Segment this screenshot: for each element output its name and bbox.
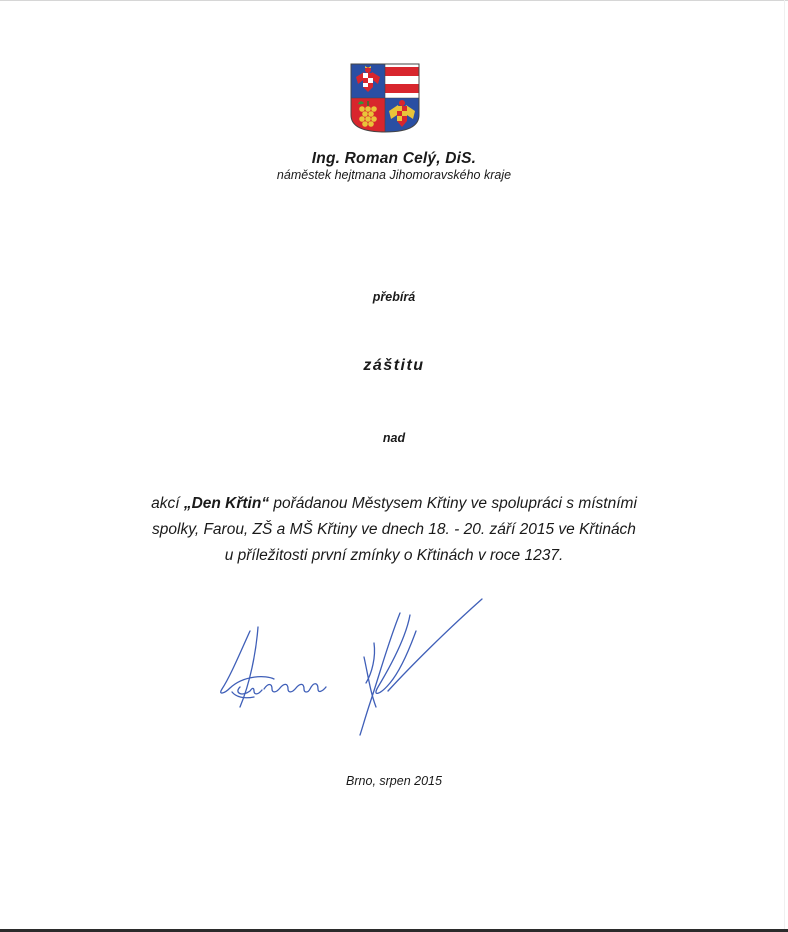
verb-text: přebírá xyxy=(372,290,416,304)
body-line-2: spolky, Farou, ZŠ a MŠ Křtiny ve dnech 18. - 20. září 2015 ve Křtinách xyxy=(152,521,636,538)
scan-edge-top xyxy=(0,0,788,1)
preposition-text: nad xyxy=(382,431,406,445)
place-date: Brno, srpen 2015 xyxy=(346,774,442,788)
document-title: záštitu xyxy=(363,357,425,374)
body-line1-suffix: pořádanou Městysem Křtiny ve spolupráci s místními xyxy=(269,495,637,512)
scan-edge-right xyxy=(784,0,785,932)
body-line1-prefix: akcí xyxy=(151,495,184,512)
signatory-name: Ing. Roman Celý, DiS. xyxy=(311,150,477,167)
body-line-1 xyxy=(0,491,788,517)
body-line-3: u příležitosti první zmínky o Křtinách v roce 1237. xyxy=(224,547,564,564)
signature-icon xyxy=(210,595,500,745)
coat-of-arms-icon xyxy=(350,63,420,133)
patronage-body xyxy=(0,491,788,569)
signatory-role: náměstek hejtmana Jihomoravského kraje xyxy=(276,168,512,182)
event-name: „Den Křtin“ xyxy=(183,495,270,512)
